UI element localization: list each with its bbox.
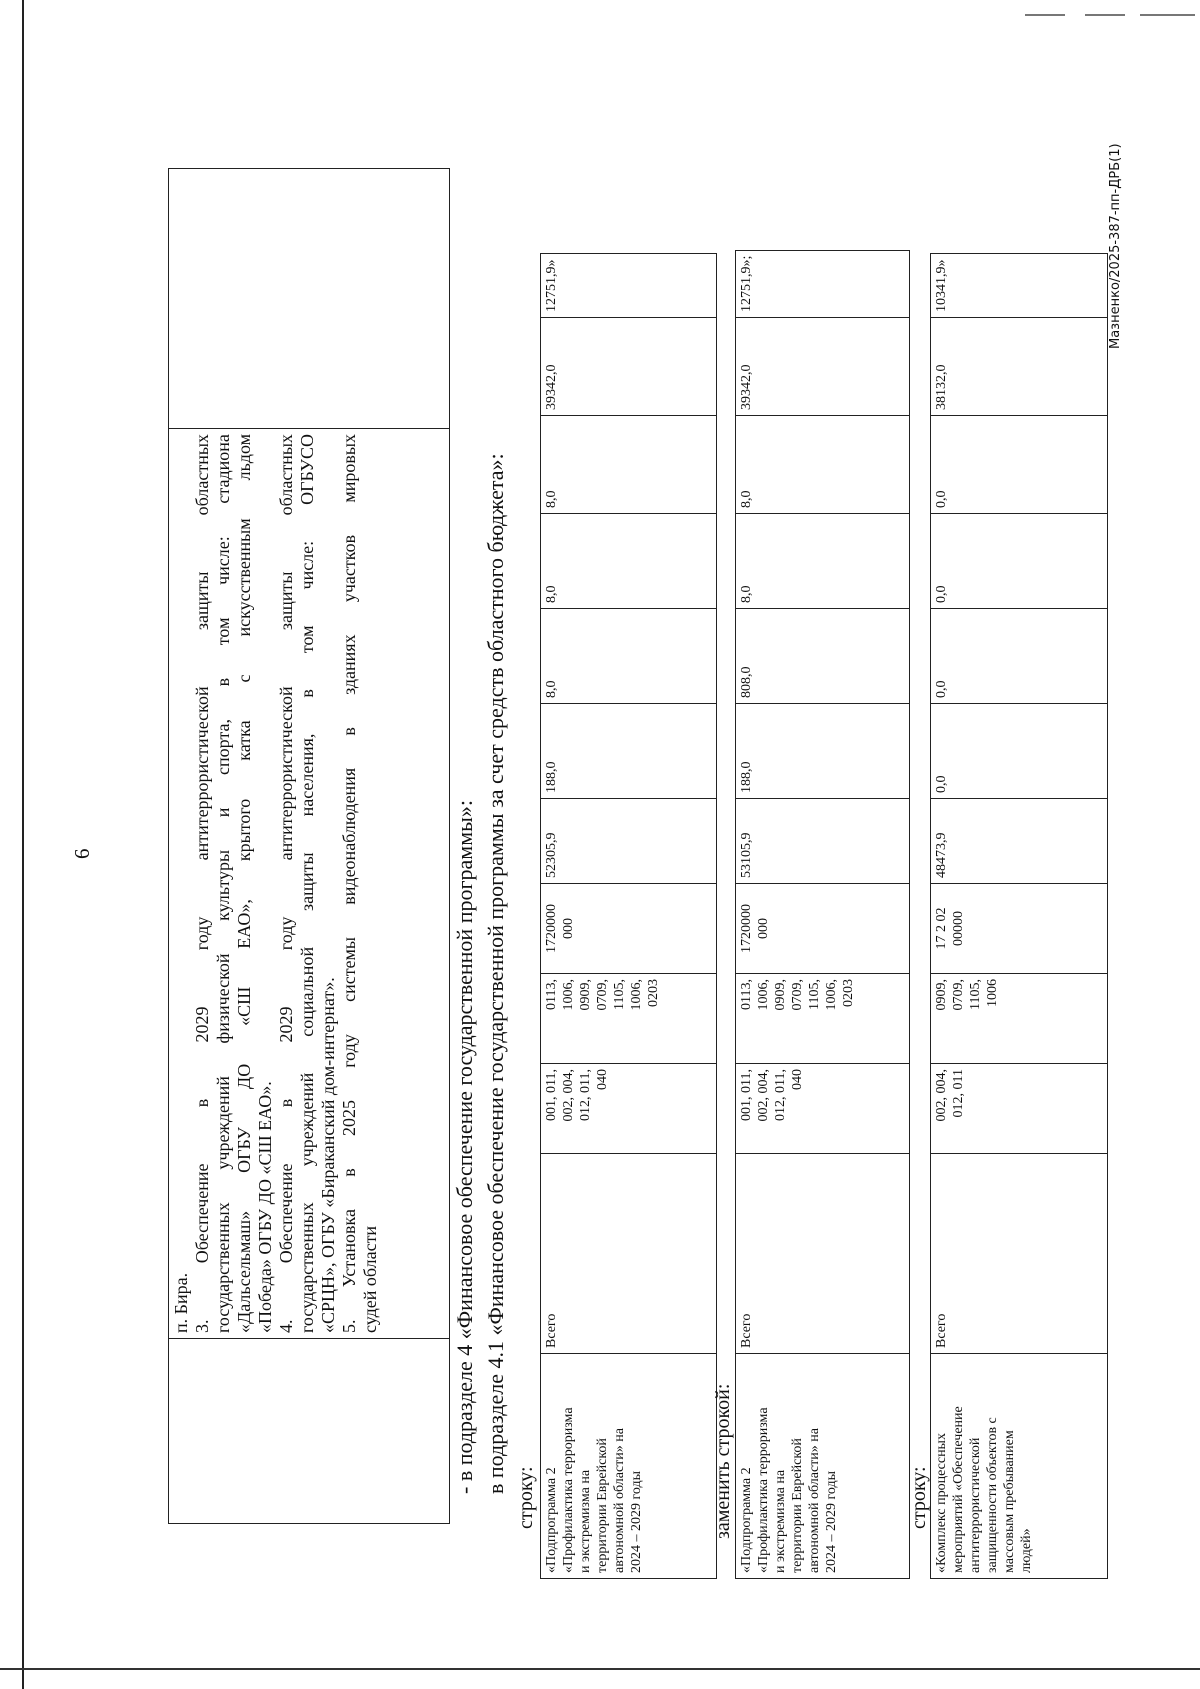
row-table-complex <box>930 254 1108 1580</box>
prev-line: 3. Обеспечение в 2029 году антитеррористической защиты областных <box>192 434 212 1333</box>
prev-line: «Дальсельмаш» ОГБУ ДО «СШ ЕАО», крытого катка с искусственным льдом <box>234 434 254 1333</box>
prev-line: «СРЦН», ОГБУ «Бираканский дом-интернат». <box>318 977 338 1333</box>
value-cell: 808,0 <box>736 609 910 704</box>
footer-code: Мазненко/2025-387-пп-ДРБ(1) <box>1108 143 1123 349</box>
grbs-codes: 001, 011, 002, 004, 012, 011, 040 <box>736 1064 910 1154</box>
rzpr-codes: 0909, 0709, 1105, 1006 <box>931 974 1108 1064</box>
row-table-old <box>540 254 717 1580</box>
value-cell: 12751,9» <box>541 254 717 318</box>
value-cell: 8,0 <box>541 514 717 609</box>
prev-line: 4. Обеспечение в 2029 году антитеррористической защиты областных <box>276 434 296 1333</box>
csr-code: 17 2 02 00000 <box>931 884 1108 974</box>
value-cell: 48473,9 <box>931 799 1108 884</box>
value-cell: 8,0 <box>541 609 717 704</box>
value-cell: 39342,0 <box>541 318 717 416</box>
value-cell: 0,0 <box>931 514 1108 609</box>
total-label: Всего <box>736 1154 910 1354</box>
paragraph-subsection-4: - в подразделе 4 «Финансовое обеспечение государственной программы»: <box>452 799 477 1494</box>
prev-section-table <box>168 168 450 1524</box>
value-cell: 12751,9»; <box>736 250 910 317</box>
value-cell: 0,0 <box>931 416 1108 514</box>
prev-line: государственных учреждений физической культуры и спорта, в том числе: стадиона <box>213 434 233 1333</box>
prev-text-cell <box>169 429 450 1339</box>
value-cell: 8,0 <box>736 514 910 609</box>
total-label: Всего <box>541 1154 717 1354</box>
prev-line: судей области <box>360 1225 380 1333</box>
grbs-codes: 001, 011, 002, 004, 012, 011, 040 <box>541 1064 717 1154</box>
prev-line: 5. Установка в 2025 году системы видеонаблюдения в зданиях участков мировых <box>339 434 359 1333</box>
value-cell: 0,0 <box>931 704 1108 799</box>
value-cell: 53105,9 <box>736 799 910 884</box>
rzpr-codes: 0113, 1006, 0909, 0709, 1105, 1006, 0203 <box>541 974 717 1064</box>
prev-line: п. Бира. <box>171 1272 191 1333</box>
program-name: «Подпрограмма 2 «Профилактика терроризма и экстремизма на территории Еврейской автономной области» на 2024 – 2029 годы <box>736 1354 910 1579</box>
rzpr-codes: 0113, 1006, 0909, 0709, 1105, 1006, 0203 <box>736 974 910 1064</box>
grbs-codes: 002, 004, 012, 011 <box>931 1064 1108 1154</box>
row-table-new <box>735 250 910 1579</box>
csr-code: 1720000 000 <box>541 884 717 974</box>
paragraph-subsection-4-1: в подразделе 4.1 «Финансовое обеспечение государственной программы за счет средств областного бюджета»: <box>483 453 508 1494</box>
prev-line: государственных учреждений социальной защиты населения, в том числе: ОГБУСО <box>297 434 317 1333</box>
page-number: 6 <box>70 848 94 859</box>
value-cell: 8,0 <box>736 416 910 514</box>
prev-empty-cell <box>169 169 450 429</box>
value-cell: 10341,9» <box>931 254 1108 318</box>
label-row: строку: <box>515 1466 537 1529</box>
value-cell: 188,0 <box>541 704 717 799</box>
value-cell: 38132,0 <box>931 318 1108 416</box>
csr-code: 1720000 000 <box>736 884 910 974</box>
total-label: Всего <box>931 1154 1108 1354</box>
value-cell: 8,0 <box>541 416 717 514</box>
value-cell: 0,0 <box>931 609 1108 704</box>
prev-empty-cell <box>169 1339 450 1524</box>
label-replace: заменить строкой: <box>712 1383 734 1539</box>
program-name: «Комплекс процессных мероприятий «Обеспечение антитеррористической защищенности объектов с массовым пребыванием людей» <box>931 1354 1108 1579</box>
prev-line: «Победа» ОГБУ ДО «СШ ЕАО». <box>255 1081 275 1333</box>
value-cell: 52305,9 <box>541 799 717 884</box>
value-cell: 39342,0 <box>736 318 910 416</box>
label-row-2: строку: <box>908 1466 930 1529</box>
program-name: «Подпрограмма 2 «Профилактика терроризма и экстремизма на территории Еврейской автономной области» на 2024 – 2029 годы <box>541 1354 717 1579</box>
value-cell: 188,0 <box>736 704 910 799</box>
